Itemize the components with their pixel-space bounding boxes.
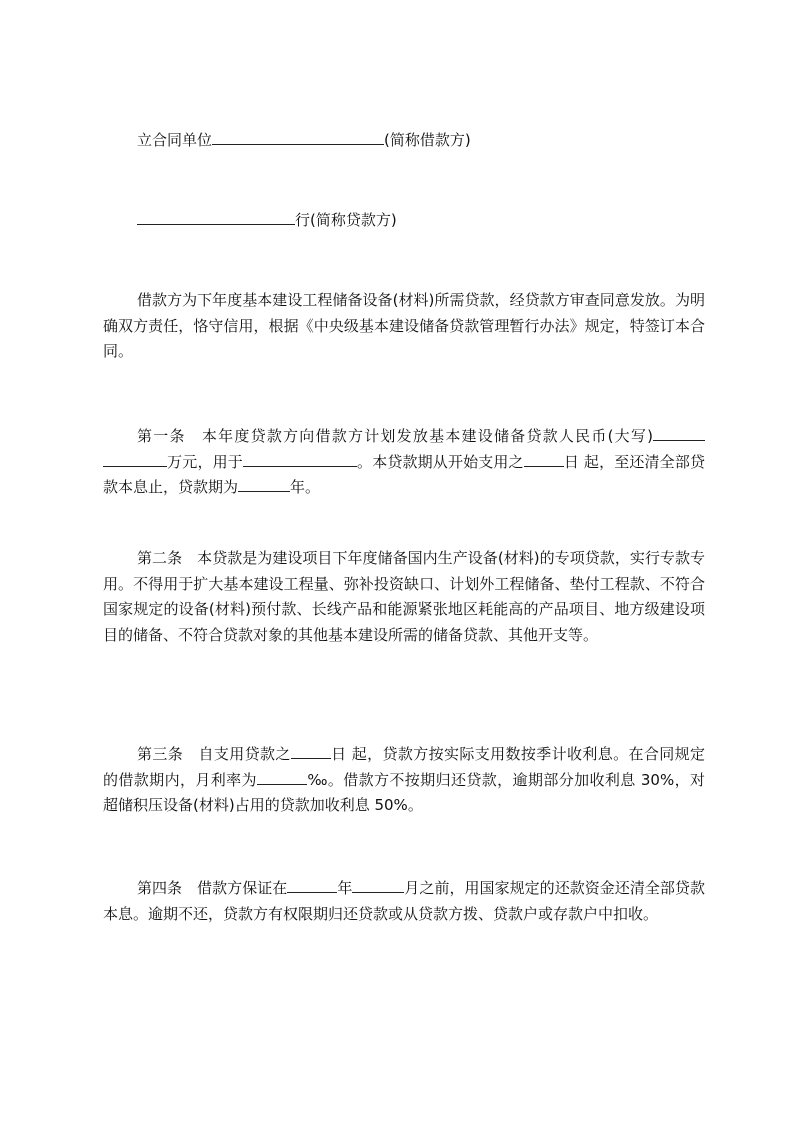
amount-blank-1	[653, 426, 705, 441]
article-1-text-5: 年。	[290, 478, 321, 496]
repay-year-blank	[287, 878, 337, 893]
preamble-paragraph: 借款方为下年度基本建设工程储备设备(材料)所需贷款，经贷款方审查同意发放。为明确双方责任，恪守信用，根据《中央级基本建设储备贷款管理暂行办法》规定，特签订本合同。	[103, 291, 705, 360]
party-a-label: 立合同单位	[137, 131, 213, 149]
party-a-line	[137, 128, 737, 153]
interest-start-blank	[291, 744, 331, 759]
article-1-text-3: 。本贷款期从开始支用之	[356, 452, 524, 471]
purpose-blank	[243, 452, 357, 467]
article-1-text-2: 万元，用于	[167, 452, 243, 471]
article-3-text-3: ‰。借款方不按期归还贷款，逾期部分加收利息 30%，对超储积压设备(材料)占用的贷款加收利息 50%。	[103, 770, 705, 814]
article-2-text: 本贷款是为建设项目下年度储备国内生产设备(材料)的专项贷款，实行专款专用。不得用于扩大基本建设工程量、弥补投资缺口、计划外工程储备、垫付工程款、不符合国家规定的设备(材料)预付款、长线产品和能源紧张地区耗能高的产品项目、地方级建设项目的储备、不符合贷款对象的其他基本建设所需的储备贷款、其他开支等。	[103, 549, 705, 644]
loan-term-blank	[238, 477, 290, 492]
monthly-rate-blank	[257, 770, 307, 785]
article-1-text-1: 本年度贷款方向借款方计划发放基本建设储备贷款人民币(大写)	[201, 427, 653, 445]
start-date-blank	[524, 452, 564, 467]
article-4-text-2: 年	[337, 879, 353, 897]
party-b-suffix: 行(简称贷款方)	[295, 211, 397, 229]
article-3-text-2: 日 起，贷款方按实际支用数按季计收利息。在合同规定的借款期内，月利率为	[103, 745, 705, 789]
article-1-text-4: 日 起，至还清全部贷款本息止，贷款期为	[103, 452, 705, 496]
article-1-paragraph	[103, 424, 705, 501]
party-a-name-blank	[212, 130, 384, 145]
party-b-line	[137, 208, 737, 233]
article-4-heading: 第四条	[137, 879, 183, 897]
article-4-text-3: 月之前，用国家规定的还款资金还清全部贷款本息。逾期不还，贷款方有权限期归还贷款或从贷款方拨、贷款户或存款户中扣收。	[103, 879, 705, 923]
article-1-heading: 第一条	[137, 427, 186, 445]
article-3-text-1: 自支用贷款之	[198, 745, 291, 763]
article-2-heading: 第二条	[137, 549, 183, 567]
party-b-name-blank	[137, 210, 295, 225]
amount-blank-2	[103, 452, 167, 467]
repay-month-blank	[352, 878, 404, 893]
article-3-heading: 第三条	[137, 745, 184, 763]
party-a-suffix: (简称借款方)	[384, 131, 471, 149]
article-3-paragraph	[103, 742, 705, 819]
article-2-paragraph	[103, 546, 705, 648]
article-4-paragraph	[103, 876, 705, 927]
article-4-text-1: 借款方保证在	[197, 879, 288, 897]
